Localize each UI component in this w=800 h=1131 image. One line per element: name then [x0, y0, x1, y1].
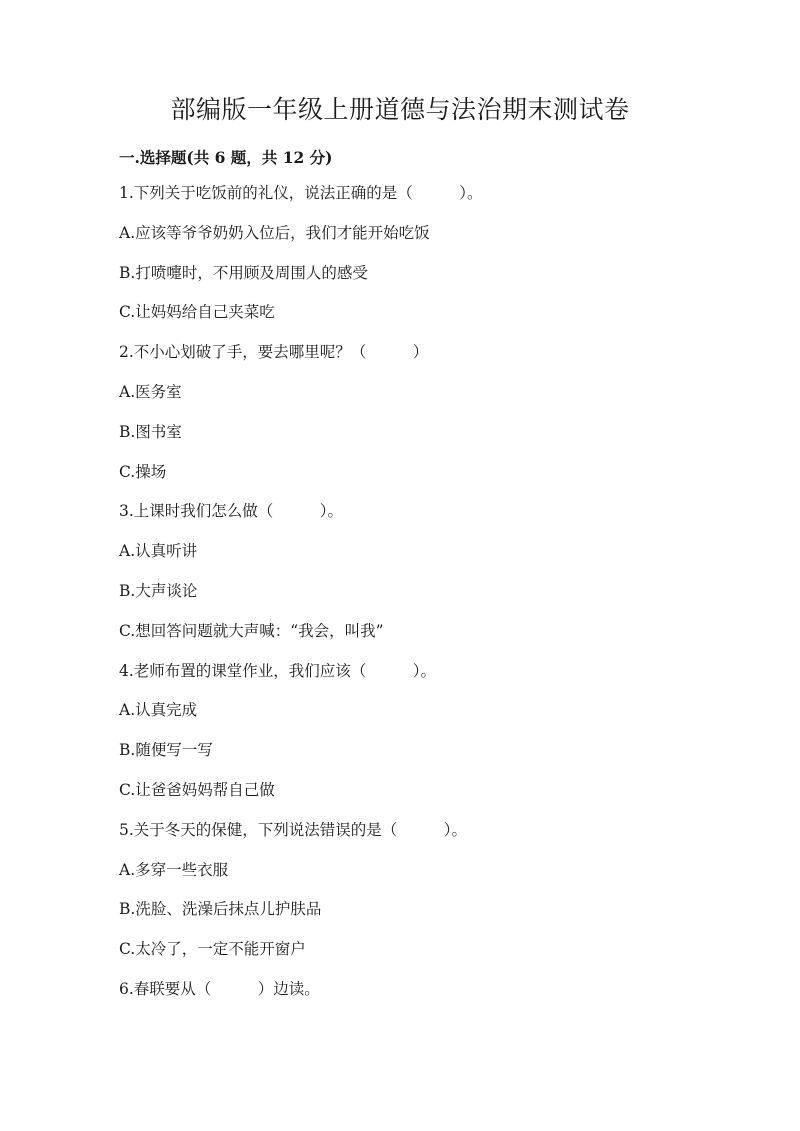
question-option: A.应该等爷爷奶奶入位后，我们才能开始吃饭 [119, 223, 430, 242]
question-option: B.洗脸、洗澡后抹点儿护肤品 [119, 900, 322, 919]
question-option: B.打喷嚏时，不用顾及周围人的感受 [119, 263, 368, 282]
question-stem: 1.下列关于吃饭前的礼仪，说法正确的是（ ）。 [119, 184, 483, 202]
question-option: A.医务室 [119, 382, 182, 401]
question-stem: 3.上课时我们怎么做（ ）。 [119, 502, 344, 521]
question-stem: 4.老师布置的课堂作业，我们应该（ ）。 [119, 661, 437, 680]
question-option: A.认真完成 [119, 701, 198, 720]
exam-title: 部编版一年级上册道德与法治期末测试卷 [170, 95, 630, 124]
question-option: B.随便写一写 [119, 741, 213, 760]
question-option: C.操场 [119, 462, 167, 481]
question-stem: 5.关于冬天的保健，下列说法错误的是（ ）。 [119, 820, 468, 839]
question-option: C.让妈妈给自己夹菜吃 [119, 303, 275, 322]
question-list [119, 181, 739, 1017]
question-option: A.多穿一些衣服 [119, 860, 229, 879]
question-stem: 6.春联要从（ ）边读。 [119, 979, 320, 998]
question-option: C.太冷了，一定不能开窗户 [119, 940, 306, 959]
question-stem: 2.不小心划破了手，要去哪里呢？（ ） [119, 343, 429, 362]
question-option: A.认真听讲 [119, 542, 198, 561]
section-heading: 一.选择题(共 6 题，共 12 分) [119, 148, 333, 167]
question-option: C.让爸爸妈妈帮自己做 [119, 780, 275, 799]
question-option: B.图书室 [119, 422, 182, 441]
question-option: C.想回答问题就大声喊：“我会，叫我” [119, 621, 384, 640]
question-option: B.大声谈论 [119, 581, 198, 600]
